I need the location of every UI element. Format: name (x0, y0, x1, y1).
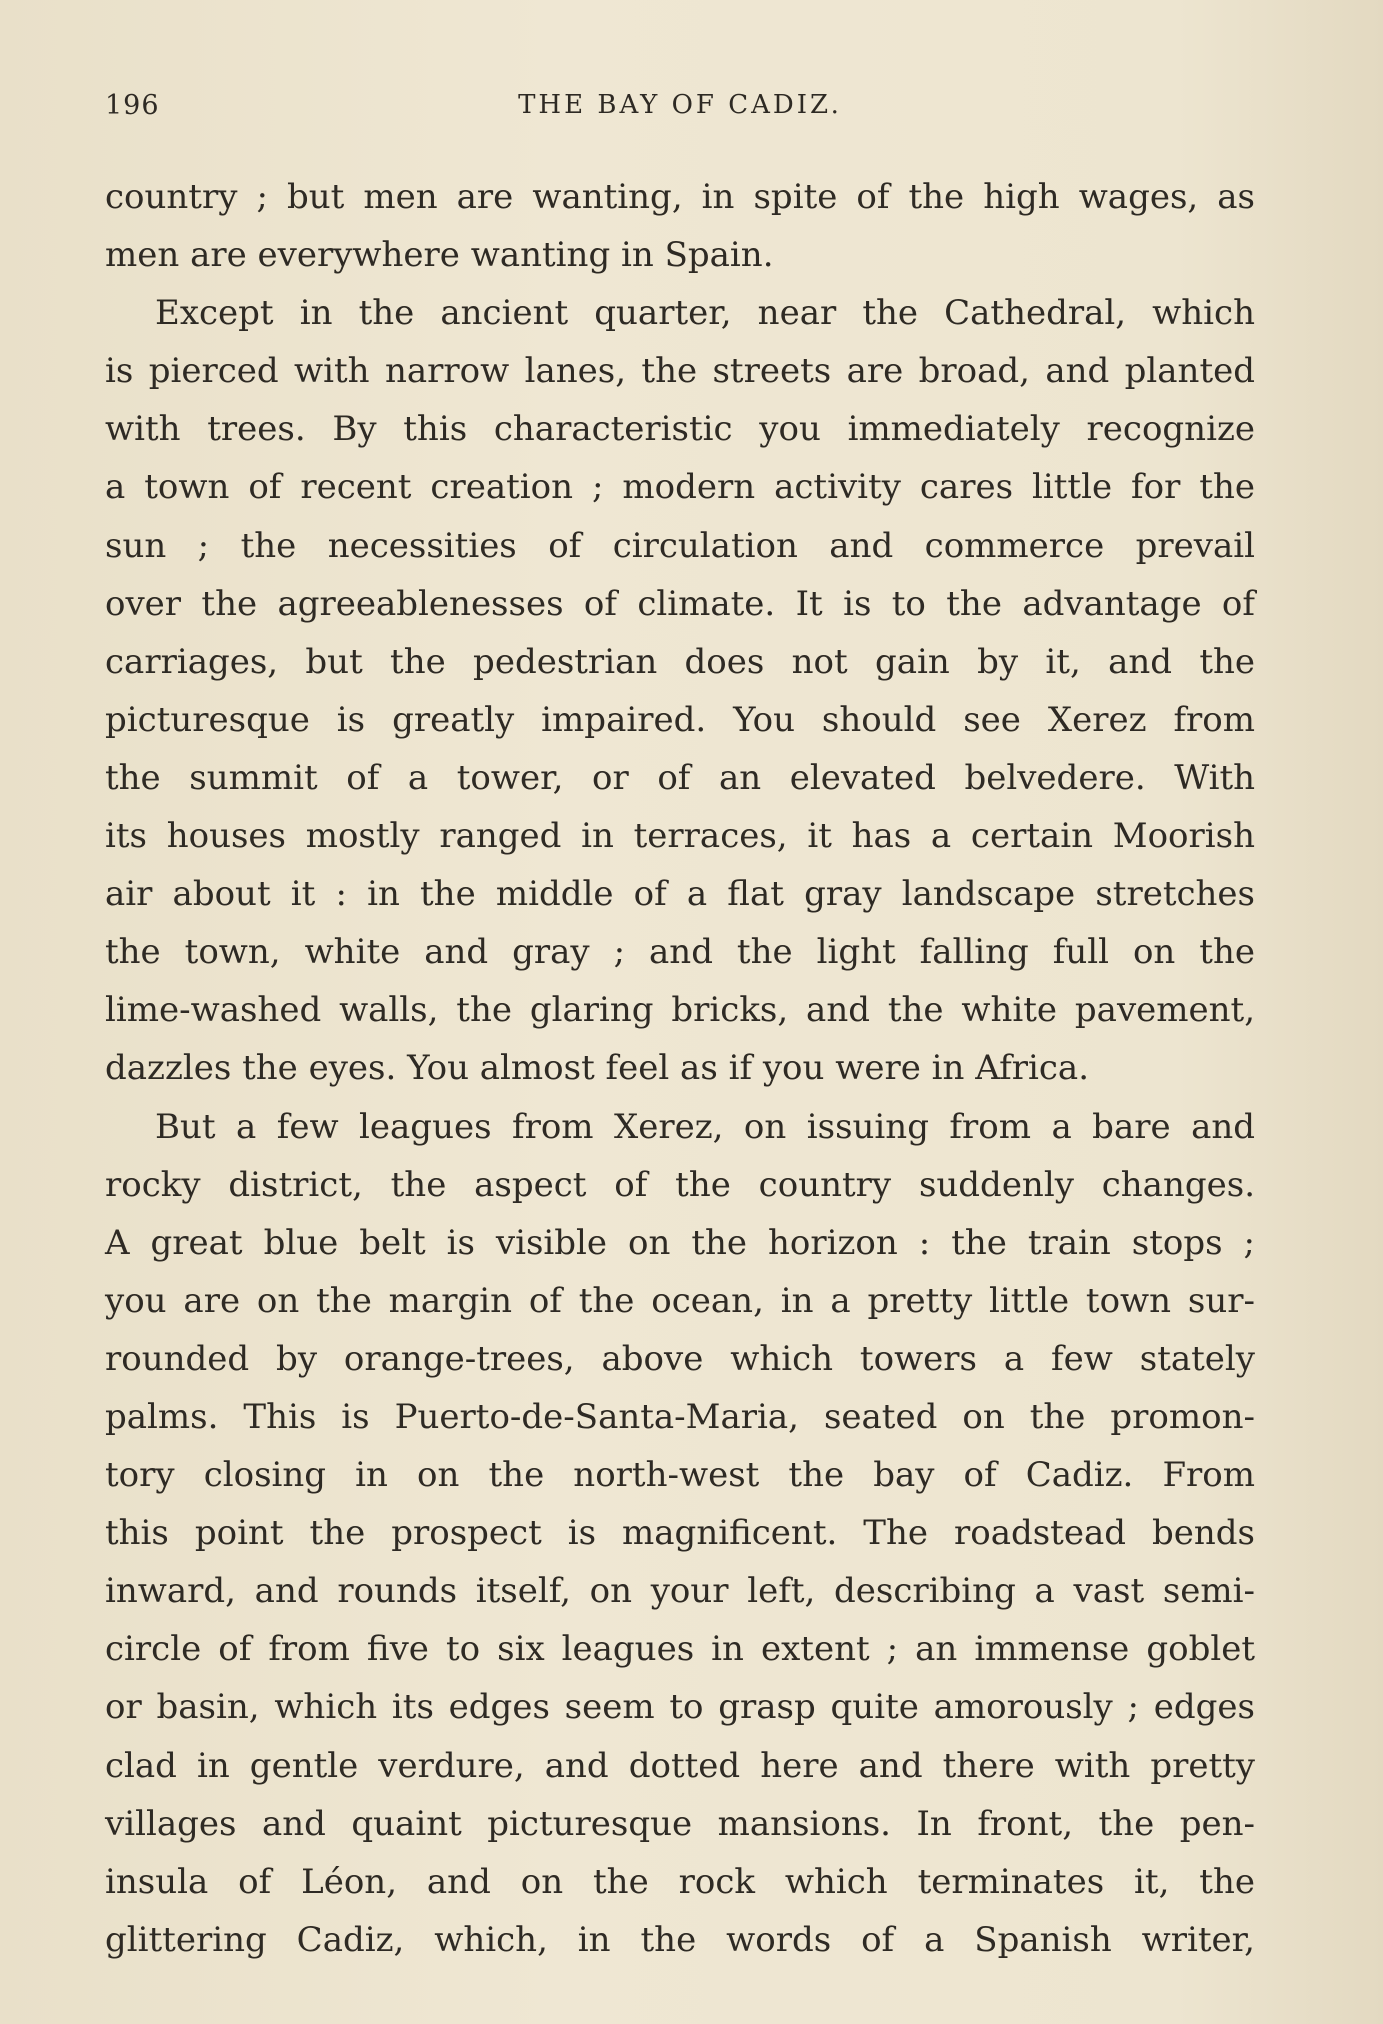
text-line: villages and quaint picturesque mansions. In front, the pen- (105, 1803, 1255, 1844)
text-line: But a few leagues from Xerez, on issuing from a bare and (155, 1106, 1255, 1147)
text-line: is pierced with narrow lanes, the streets are broad, and planted (105, 351, 1255, 392)
text-line: the town, white and gray ; and the light falling full on the (105, 932, 1255, 973)
running-head (105, 90, 1255, 130)
text-line: country ; but men are wanting, in spite of the high wages, as (105, 177, 1255, 217)
text-line: A great blue belt is visible on the horizon : the train stops ; (105, 1222, 1255, 1263)
text-line: circle of from five to six leagues in extent ; an immense goblet (105, 1629, 1255, 1670)
text-line: air about it : in the middle of a flat gray landscape stretches (105, 874, 1255, 915)
text-line: dazzles the eyes. You almost feel as if you were in Africa. (105, 1048, 1090, 1089)
text-line: insula of Léon, and on the rock which terminates it, the (105, 1861, 1255, 1902)
text-line: its houses mostly ranged in terraces, it has a certain Moorish (105, 816, 1255, 857)
text-line: with trees. By this characteristic you immediately recognize (105, 409, 1255, 450)
text-line: Except in the ancient quarter, near the Cathedral, which (155, 293, 1255, 334)
text-line: men are everywhere wanting in Spain. (105, 235, 774, 276)
text-line: carriages, but the pedestrian does not gain by it, and the (105, 641, 1255, 682)
text-line: or basin, which its edges seem to grasp quite amorously ; edges (105, 1687, 1255, 1728)
text-line: inward, and rounds itself, on your left, describing a vast semi- (105, 1571, 1255, 1612)
body-text (105, 168, 1255, 1969)
chapter-title: THE BAY OF CADIZ. (518, 90, 842, 120)
text-line: picturesque is greatly impaired. You should see Xerez from (105, 699, 1255, 740)
text-line: clad in gentle verdure, and dotted here and there with pretty (105, 1745, 1255, 1786)
text-line: rocky district, the aspect of the country suddenly changes. (105, 1164, 1255, 1205)
page-number: 196 (105, 90, 160, 121)
text-line: sun ; the necessities of circulation and commerce prevail (105, 525, 1255, 566)
text-line: this point the prospect is magnificent. The roadstead bends (105, 1513, 1255, 1554)
text-line: the summit of a tower, or of an elevated belvedere. With (105, 757, 1255, 798)
text-line: you are on the margin of the ocean, in a pretty little town sur- (105, 1280, 1255, 1321)
text-line: lime-washed walls, the glaring bricks, and the white pavement, (105, 990, 1255, 1031)
text-line: a town of recent creation ; modern activity cares little for the (105, 467, 1255, 508)
text-line: over the agreeablenesses of climate. It is to the advantage of (105, 583, 1255, 624)
text-line: tory closing in on the north-west the bay of Cadiz. From (105, 1455, 1255, 1496)
text-line: glittering Cadiz, which, in the words of a Spanish writer, (105, 1919, 1255, 1960)
text-line: palms. This is Puerto-de-Santa-Maria, seated on the promon- (105, 1396, 1255, 1437)
text-line: rounded by orange-trees, above which towers a few stately (105, 1338, 1255, 1379)
